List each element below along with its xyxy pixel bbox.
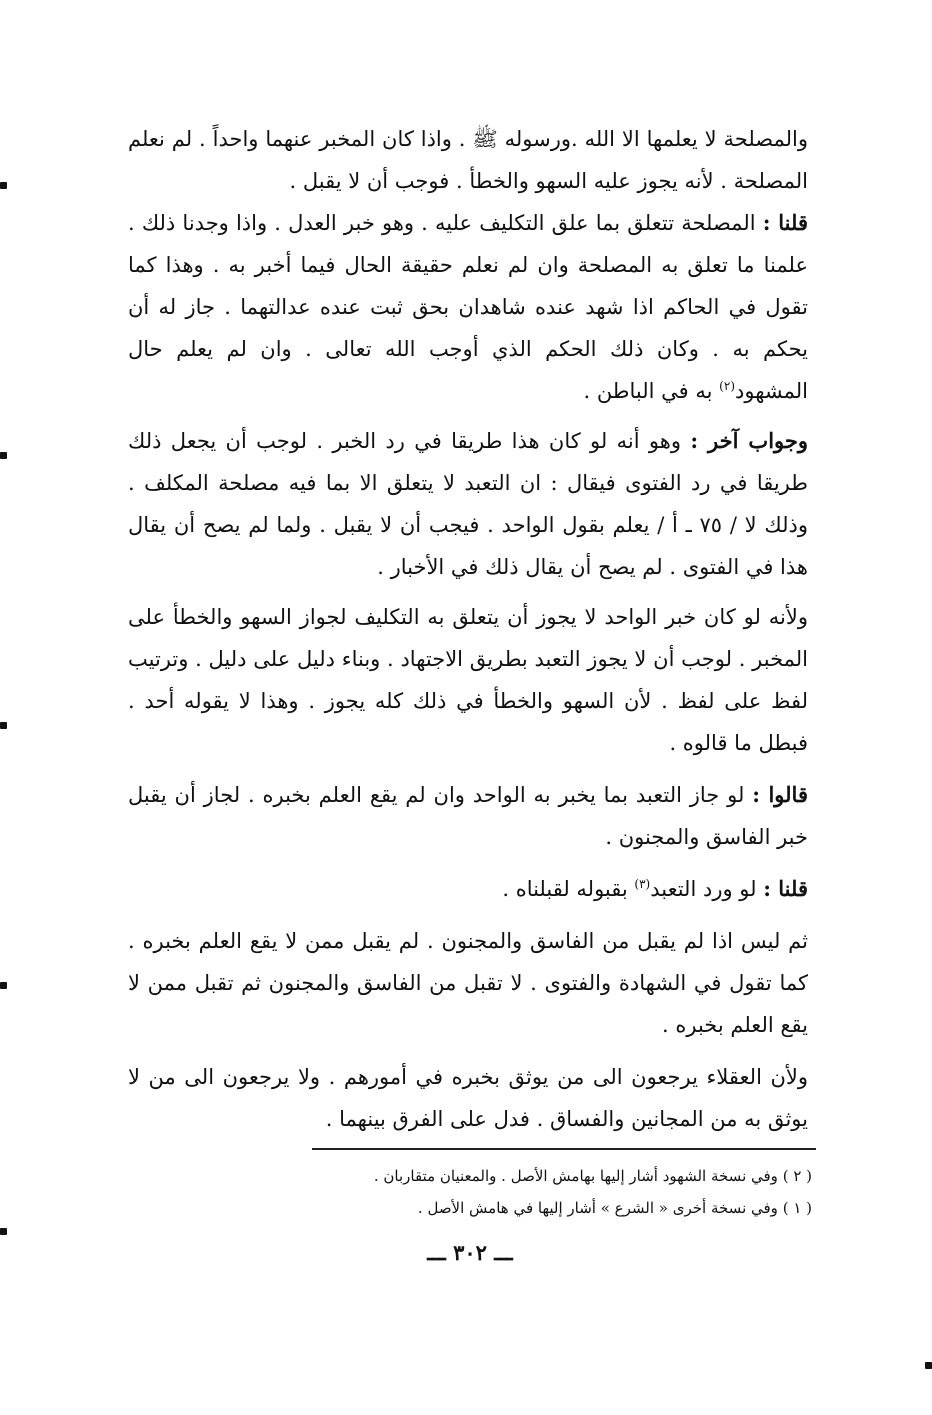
paragraph-5-lead: قالوا : [752,782,808,807]
footnote-1: ( ٢ ) وفي نسخة الشهود أشار إليها بهامش الأصل . والمعنيان متقاربان . [373,1167,812,1185]
footnote-ref-3: (٣) [634,877,651,891]
footnote-ref-2: (٢) [719,379,735,393]
paragraph-5-text: لو جاز التعبد بما يخبر به الواحد وان لم يقع العلم بخبره . لجاز أن يقبل خبر الفاسق والمجنون . [128,783,808,849]
paragraph-2-lead: قلنا : [762,210,808,235]
paragraph-6-after: بقبوله لقبلناه . [502,877,635,901]
footnotes [312,1160,812,1224]
scan-margin-mark-5 [0,1228,7,1235]
paragraph-6-text: لو ورد التعبد [650,877,764,901]
paragraph-7-text: ثم ليس اذا لم يقبل من الفاسق والمجنون . لم يقبل ممن لا يقع العلم بخبره . كما تقول في الشهادة والفتوى . لا تقبل من الفاسق والمجنون ثم تقبل ممن لا يقع العلم بخبره . [128,929,808,1037]
paragraph-1-text: والمصلحة لا يعلمها الا الله .ورسوله ﷺ . واذا كان المخبر عنهما واحداً . لم نعلم المصلحة . لأنه يجوز عليه السهو والخطأ . فوجب أن لا يقبل . [128,127,808,193]
page-number: ـــ ٣٠٢ ـــ [427,1240,513,1265]
paragraph-3-text: وهو أنه لو كان هذا طريقا في رد الخبر . لوجب أن يجعل ذلك طريقا في رد الفتوى فيقال : ان التعبد لا يتعلق الا بما فيه مصلحة المكلف . وذلك لا / ٧٥ ـ أ / يعلم بقول الواحد . فيجب أن لا يقبل . ولما لم يصح أن يقال هذا في الفتوى . لم يصح أن يقال ذلك في الأخبار . [128,429,808,579]
scan-margin-mark-6 [925,1362,932,1369]
paragraph-3-lead: وجواب آخر : [690,428,809,453]
paragraph-1 [128,118,808,202]
paragraph-8 [128,1056,808,1140]
paragraph-4 [128,596,808,764]
scan-margin-mark-1 [0,182,7,189]
paragraph-4-text: ولأنه لو كان خبر الواحد لا يجوز أن يتعلق به التكليف لجواز السهو والخطأ على المخبر . لوجب أن لا يجوز التعبد بطريق الاجتهاد . وبناء دليل على دليل . وترتيب لفظ على لفظ . لأن السهو والخطأ في ذلك كله يجوز . وهذا لا يقوله أحد . فبطل ما قالوه . [128,605,808,755]
paragraph-2-text: المصلحة تتعلق بما علق التكليف عليه . وهو خبر العدل . واذا وجدنا ذلك . علمنا ما تعلق به المصلحة وان لم نعلم حقيقة الحال فيما أخبر به . وهذا كما تقول في الحاكم اذا شهد عنده شاهدان بحق ثبت عنده عدالتهما . جاز له أن يحكم به . وكان ذلك الحكم الذي أوجب الله تعالى . وان لم يعلم حال المشهود [128,211,808,403]
paragraph-6 [128,868,808,910]
footnote-2: ( ١ ) وفي نسخة أخرى « الشرع » أشار إليها في هامش الأصل . [417,1199,812,1217]
paragraph-5 [128,774,808,858]
paragraph-2-after: به في الباطن . [583,379,720,403]
paragraph-6-lead: قلنا : [763,876,808,901]
paragraph-7 [128,920,808,1046]
main-text [128,118,808,1140]
scan-margin-mark-2 [0,452,7,459]
scan-margin-mark-3 [0,722,7,729]
footnote-separator [312,1148,816,1150]
paragraph-3 [128,420,808,588]
paragraph-8-text: ولأن العقلاء يرجعون الى من يوثق بخبره في أمورهم . ولا يرجعون الى من لا يوثق به من المجانين والفساق . فدل على الفرق بينهما . [128,1065,808,1131]
paragraph-2 [128,202,808,412]
scan-margin-mark-4 [0,982,7,989]
